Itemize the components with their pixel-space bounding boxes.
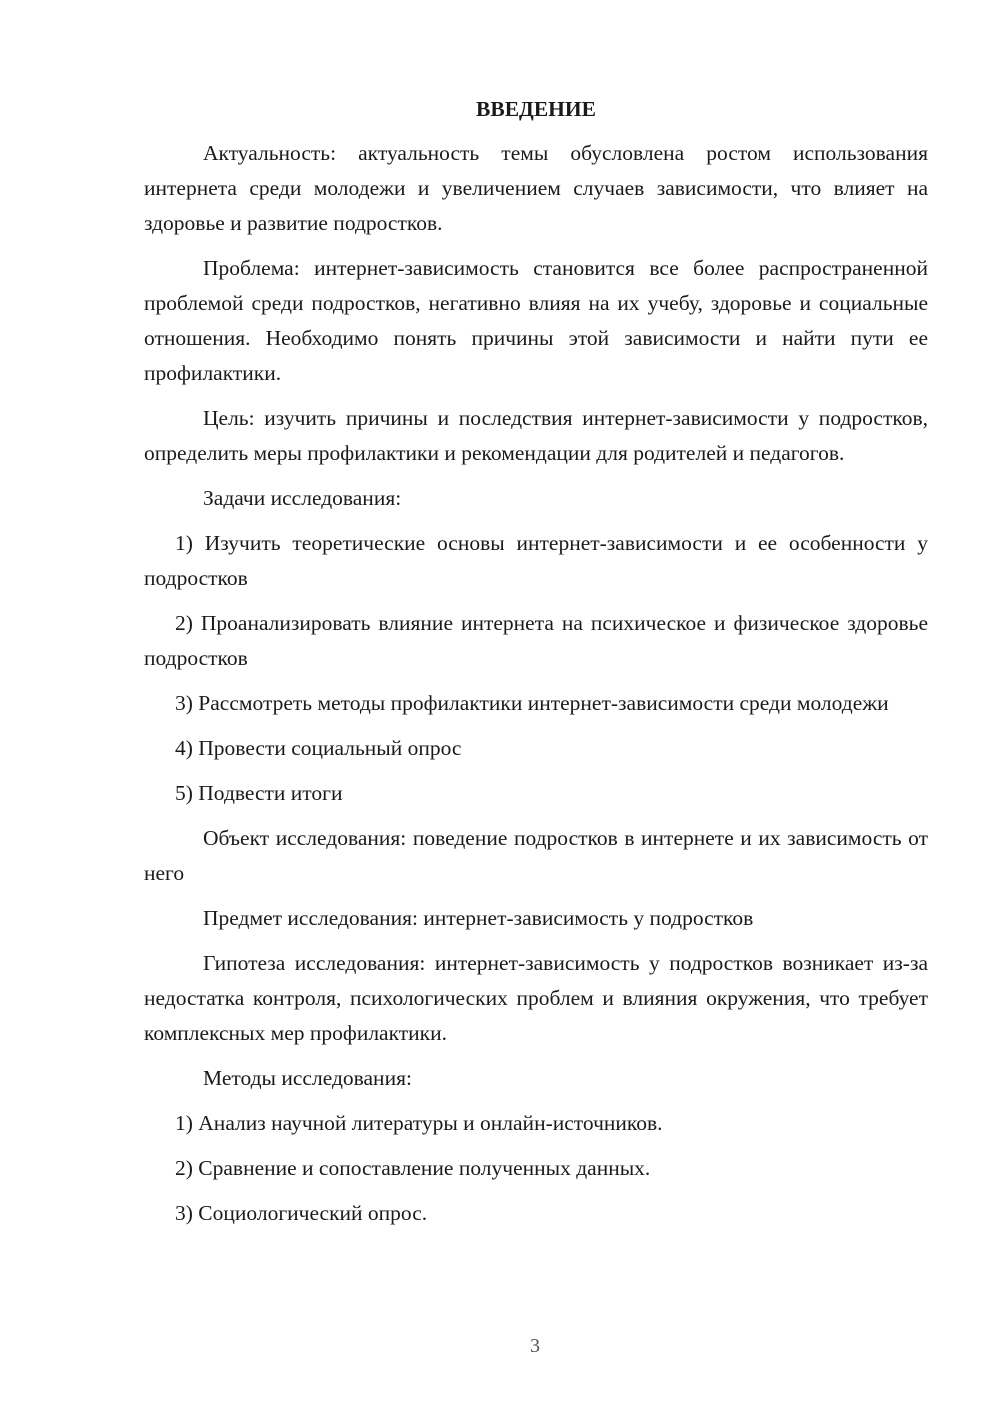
page-title: ВВЕДЕНИЕ [476,97,596,121]
paragraph-goal: Цель: изучить причины и последствия интернет-зависимости у подростков, определить меры профилактики и рекомендации для родителей и педагогов. [144,406,928,465]
methods-heading: Методы исследования: [203,1066,412,1090]
paragraph-object: Объект исследования: поведение подростков в интернете и их зависимость от него [144,826,928,885]
method-item-2: 2) Сравнение и сопоставление полученных данных. [175,1156,651,1180]
page-content [144,92,928,1241]
task-item-5: 5) Подвести итоги [175,781,343,805]
task-item-3: 3) Рассмотреть методы профилактики интернет-зависимости среди молодежи [175,691,889,715]
task-item-2: 2) Проанализировать влияние интернета на психическое и физическое здоровье подростков [144,611,928,670]
task-item-4: 4) Провести социальный опрос [175,736,462,760]
paragraph-problem: Проблема: интернет-зависимость становится все более распространенной проблемой среди подростков, негативно влияя на их учебу, здоровье и социальные отношения. Необходимо понять причины этой зависимости и найти пути ее профилактики. [144,256,928,385]
paragraph-relevance: Актуальность: актуальность темы обусловлена ростом использования интернета среди молодежи и увеличением случаев зависимости, что влияет на здоровье и развитие подростков. [144,141,928,235]
method-item-3: 3) Социологический опрос. [175,1201,428,1225]
paragraph-subject: Предмет исследования: интернет-зависимость у подростков [203,906,754,930]
method-item-1: 1) Анализ научной литературы и онлайн-источников. [175,1111,663,1135]
paragraph-hypothesis: Гипотеза исследования: интернет-зависимость у подростков возникает из-за недостатка контроля, психологических проблем и влияния окружения, что требует комплексных мер профилактики. [144,951,928,1045]
task-item-1: 1) Изучить теоретические основы интернет-зависимости и ее особенности у подростков [144,531,928,590]
page-number: 3 [530,1335,540,1357]
tasks-heading: Задачи исследования: [203,486,402,510]
